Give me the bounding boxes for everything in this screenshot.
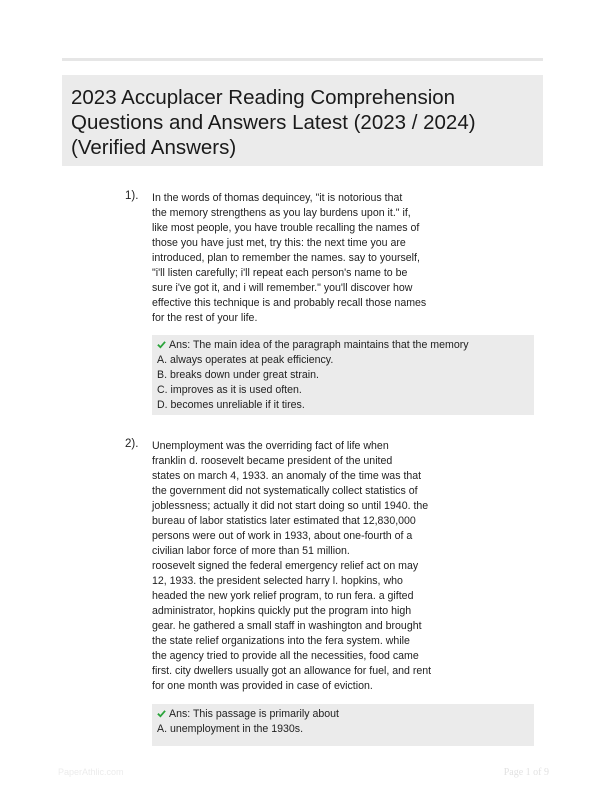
title-line: (Verified Answers) [71, 136, 237, 159]
passage-line: the government did not systematically collect statistics of [152, 485, 418, 497]
passage-line: administrator, hopkins quickly put the program into high [152, 605, 412, 617]
answer-prompt [157, 707, 534, 722]
passage-line: 12, 1933. the president selected harry l. hopkins, who [152, 575, 403, 587]
answer-option: C. improves as it is used often. [157, 384, 302, 396]
question-number: 2). [125, 438, 139, 450]
passage-line: states on march 4, 1933. an anomaly of the time was that [152, 470, 422, 482]
passage-line: introduced, plan to remember the names. say to yourself, [152, 252, 420, 264]
answer-box [152, 704, 534, 746]
passage-line: effective this technique is and probably recall those names [152, 297, 427, 309]
question-passage [152, 439, 452, 694]
title-banner [62, 75, 543, 166]
passage-line: civilian labor force of more than 51 million. [152, 545, 350, 557]
passage-line: headed the new york relief program, to run fera. a gifted [152, 590, 414, 602]
passage-line: the state relief organizations into the fera system. while [152, 635, 410, 647]
title-line: 2023 Accuplacer Reading Comprehension [71, 86, 456, 109]
passage-line: first. city dwellers usually got an allowance for fuel, and rent [152, 665, 432, 677]
passage-line: the memory strengthens as you lay burdens upon it." if, [152, 207, 411, 219]
passage-line: for the rest of your life. [152, 312, 258, 324]
check-icon [157, 709, 166, 718]
passage-line: those you have just met, try this: the next time you are [152, 237, 406, 249]
answer-option: A. always operates at peak efficiency. [157, 354, 334, 366]
passage-line: sure i've got it, and i will remember." you'll discover how [152, 282, 413, 294]
answer-box [152, 335, 534, 415]
passage-line: Unemployment was the overriding fact of life when [152, 440, 389, 452]
answer-option: D. becomes unreliable if it tires. [157, 399, 305, 411]
footer-watermark: PaperAthlic.com [58, 767, 124, 777]
passage-line: franklin d. roosevelt became president of the united [152, 455, 393, 467]
question-number: 1). [125, 190, 139, 202]
passage-line: bureau of labor statistics later estimated that 12,830,000 [152, 515, 416, 527]
check-icon [157, 340, 166, 349]
top-divider [62, 58, 543, 61]
question-passage [152, 191, 452, 326]
passage-line: like most people, you have trouble recalling the names of [152, 222, 420, 234]
passage-line: roosevelt signed the federal emergency relief act on may [152, 560, 419, 572]
passage-line: gear. he gathered a small staff in washington and brought [152, 620, 422, 632]
passage-line: for one month was provided in case of eviction. [152, 680, 373, 692]
passage-line: persons were out of work in 1933, about one-fourth of a [152, 530, 413, 542]
answer-option: B. breaks down under great strain. [157, 369, 319, 381]
title-line: Questions and Answers Latest (2023 / 2024) [71, 111, 476, 134]
passage-line: joblessness; actually it did not start doing so until 1940. the [152, 500, 429, 512]
answer-option: A. unemployment in the 1930s. [157, 723, 304, 735]
answer-prompt [157, 338, 534, 353]
page-number: Page 1 of 9 [503, 767, 549, 778]
passage-line: the agency tried to provide all the necessities, food came [152, 650, 419, 662]
answer-prompt-text: Ans: The main idea of the paragraph maintains that the memory [169, 339, 469, 351]
passage-line: In the words of thomas dequincey, "it is notorious that [152, 192, 403, 204]
passage-line: "i'll listen carefully; i'll repeat each person's name to be [152, 267, 408, 279]
document-title [71, 85, 533, 160]
answer-prompt-text: Ans: This passage is primarily about [169, 708, 339, 720]
